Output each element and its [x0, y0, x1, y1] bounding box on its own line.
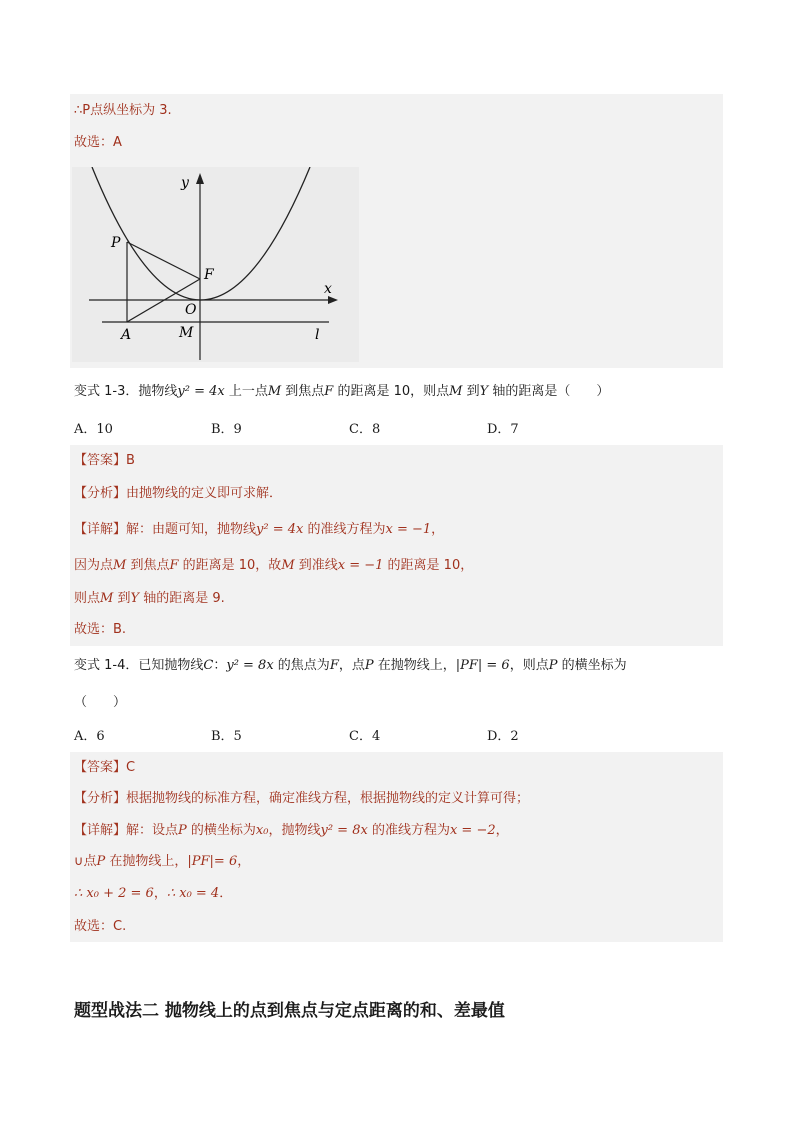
q13-option-d[interactable]: D．7 [487, 422, 519, 437]
detail-text: ∪点 [74, 854, 97, 869]
q14-text: 的焦点为 [273, 658, 330, 673]
detail-text: 的距离是 10，故 [178, 558, 282, 573]
q13-text: 到焦点 [281, 384, 325, 399]
section-heading: 题型战法二 抛物线上的点到焦点与定点距离的和、差最值 [74, 1001, 505, 1021]
q13-focus-f: F [324, 384, 334, 399]
detail-text: 解：设点 [126, 823, 179, 838]
q14-curve-c: C [203, 658, 214, 673]
q14-abs-pf: |PF| = 6 [455, 658, 510, 673]
answer-value: C [126, 760, 136, 775]
detail-text: 的距离是 10， [383, 558, 474, 573]
q14-detail-line2 [74, 853, 250, 871]
detail-tag: 【详解】 [74, 522, 127, 537]
q13-text: 上一点 [224, 384, 268, 399]
question-1-3 [74, 383, 609, 401]
q14-detail-line3 [74, 885, 232, 903]
solution-shade-q13 [70, 445, 723, 646]
detail-text: 的准线方程为 [303, 522, 386, 537]
detail-text: ． [219, 886, 233, 901]
detail-axis: Y [130, 591, 140, 606]
q14-equation: y² = 8x [226, 658, 274, 673]
q13-point-m: M [449, 384, 463, 399]
q14-answer-paren: （ ） [74, 695, 127, 710]
label-A: A [121, 327, 132, 343]
q13-point-m: M [267, 384, 282, 399]
detail-text: 因为点 [74, 558, 114, 573]
detail-variable: x₀ [255, 823, 269, 838]
q14-text: 在抛物线上， [373, 658, 456, 673]
detail-equation: y² = 4x [256, 522, 304, 537]
detail-point: F [169, 558, 179, 573]
label-x: x [324, 281, 332, 297]
q13-text: 轴的距离是（ ） [488, 384, 610, 399]
q13-detail-line2 [74, 557, 473, 575]
q14-point-p: P [364, 658, 374, 673]
detail-equation: x = −1 [385, 522, 432, 537]
q14-option-c[interactable]: C．4 [349, 729, 381, 744]
answer-tag: 【答案】 [74, 453, 127, 468]
detail-text: 轴的距离是 9. [139, 591, 225, 606]
q13-equation: y² = 4x [177, 384, 225, 399]
q13-axis-y: Y [479, 384, 489, 399]
label-O: O [185, 302, 197, 318]
detail-text: ， [495, 823, 509, 838]
answer-value: B [126, 453, 135, 468]
q14-text: ，点 [338, 658, 365, 673]
q14-conclusion: 故选：C. [74, 919, 127, 934]
q13-option-c[interactable]: C．8 [349, 422, 381, 437]
label-l: l [315, 327, 320, 343]
q14-prefix: 变式 1-4．已知抛物线 [74, 658, 204, 673]
detail-text: ， [153, 886, 167, 901]
q14-point-p: P [548, 658, 558, 673]
q14-text: 的横坐标为 [557, 658, 627, 673]
q13-option-a[interactable]: A．10 [74, 422, 113, 437]
q13-conclusion: 故选：B. [74, 622, 127, 637]
q13-answer [74, 452, 135, 470]
q14-focus-f: F [329, 658, 339, 673]
q13-option-b[interactable]: B．9 [211, 422, 242, 437]
detail-equation: y² = 8x [320, 823, 368, 838]
detail-point: M [281, 558, 295, 573]
label-F: F [204, 267, 214, 283]
q14-answer [74, 759, 135, 777]
q14-option-b[interactable]: B．5 [211, 729, 242, 744]
detail-equation: ∴ x₀ + 2 = 6 [74, 886, 154, 901]
detail-abs: |PF|= 6 [187, 854, 238, 869]
label-y: y [181, 175, 189, 191]
analysis-text: 根据抛物线的标准方程，确定准线方程，根据抛物线的定义计算可得； [126, 791, 530, 806]
q14-text: ： [213, 658, 227, 673]
detail-text: ， [237, 854, 251, 869]
q13-detail-line3 [74, 590, 225, 608]
analysis-tag: 【分析】 [74, 486, 127, 501]
detail-equation: x = −1 [337, 558, 384, 573]
detail-equation: ∴ x₀ = 4 [166, 886, 220, 901]
parabola-diagram [72, 167, 359, 362]
parabola-figure [72, 167, 359, 362]
solution-line-p-y: ∴P点纵坐标为 3. [74, 103, 172, 118]
detail-text: 的横坐标为 [186, 823, 256, 838]
detail-text: 的准线方程为 [367, 823, 450, 838]
q13-prefix: 变式 1-3．抛物线 [74, 384, 178, 399]
detail-text: 到准线 [294, 558, 338, 573]
detail-text: ，抛物线 [268, 823, 321, 838]
q14-text: ，则点 [509, 658, 549, 673]
q13-text: 到 [462, 384, 480, 399]
detail-text: 到 [113, 591, 131, 606]
detail-text: ， [431, 522, 445, 537]
detail-equation: x = −2 [449, 823, 496, 838]
q14-analysis [74, 790, 529, 808]
question-1-4 [74, 657, 627, 675]
q14-option-a[interactable]: A．6 [74, 729, 105, 744]
solution-choose-a: 故选：A [74, 135, 122, 150]
detail-point: P [178, 823, 187, 838]
q13-detail-line1 [74, 521, 444, 539]
detail-tag: 【详解】 [74, 823, 127, 838]
detail-text: 在抛物线上， [105, 854, 188, 869]
analysis-text: 由抛物线的定义即可求解． [126, 486, 283, 501]
detail-point: M [100, 591, 114, 606]
label-M: M [179, 325, 194, 341]
q13-text: 的距离是 10，则点 [333, 384, 450, 399]
label-P: P [111, 235, 121, 251]
q14-detail-line1 [74, 822, 509, 840]
detail-text: 则点 [74, 591, 101, 606]
analysis-tag: 【分析】 [74, 791, 127, 806]
q14-option-d[interactable]: D．2 [487, 729, 519, 744]
solution-shade-q14 [70, 752, 723, 942]
detail-point: P [96, 854, 106, 869]
detail-point: M [113, 558, 127, 573]
q13-analysis [74, 485, 282, 503]
answer-tag: 【答案】 [74, 760, 127, 775]
detail-text: 到焦点 [126, 558, 170, 573]
detail-text: 解：由题可知，抛物线 [126, 522, 257, 537]
